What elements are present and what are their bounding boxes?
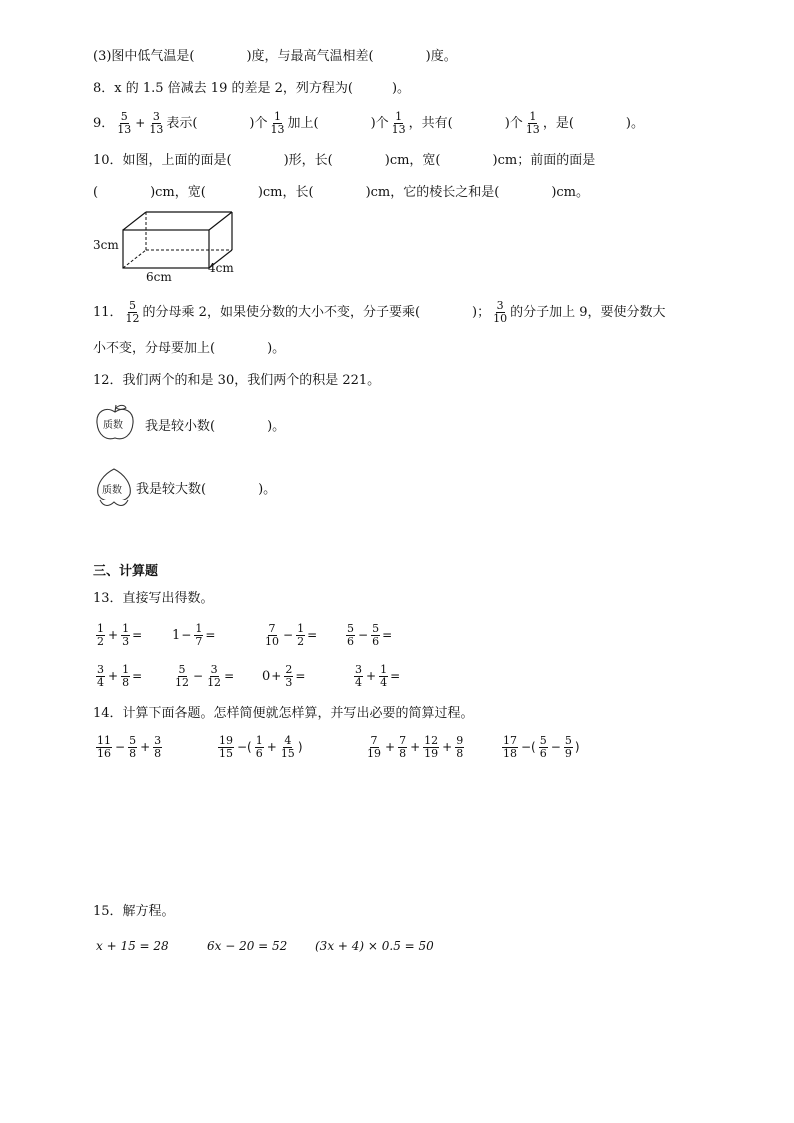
q13-expr-r2-1: $\frac{3}{4}$ + $\frac{1}{8}$ = [97,663,143,689]
q13-text: 13．直接写出得数。 [93,591,214,606]
q9-part-b: 加上( )个 [287,116,389,131]
q9-part-a: 表示( )个 [166,116,268,131]
apple-icon [94,403,136,443]
q9-frac-2: $\frac{3}{13}$ [149,110,164,136]
q13-expr-r1-1: $\frac{1}{2}$ + $\frac{1}{3}$ = [97,622,143,648]
apple-label: 质数 [103,420,123,431]
q15-equation-1: x + 15 = 28 [96,939,169,953]
peach-label: 质数 [102,485,122,496]
section-heading: 三、计算题 [93,564,159,579]
q11-text-2: 小不变，分母要加上( )。 [93,341,286,356]
q10-text-2: ( )cm，宽( )cm，长( )cm，它的棱长之和是( )cm。 [93,185,590,200]
q11-frac-2: $\frac{3}{10}$ [493,299,508,325]
cuboid-length-label: 6cm [146,270,172,284]
q13-expr-r1-4: $\frac{5}{6}$ − $\frac{5}{6}$ = [347,622,393,648]
q11-part-b: 的分子加上 9，要使分数大 [510,305,666,320]
q11-frac-1: $\frac{5}{12}$ [125,299,140,325]
q11-part-a: 的分母乘 2，如果使分数的大小不变，分子要乘( )； [142,305,491,320]
q9-number: 9． [93,116,115,131]
q14-expr-3: $\frac{7}{19}$ + $\frac{7}{8}$ + $\frac{12}{19}$ + $\frac{9}{8}$ [367,734,464,760]
q13-expr-r2-3: 0+ $\frac{2}{3}$ = [262,663,306,689]
q7-3-text: (3)图中低气温是( )度，与最高气温相差( )度。 [93,49,457,64]
q14-expr-2: $\frac{19}{15}$ −( $\frac{1}{6}$ + $\frac{4}{15}$ ) [219,734,303,760]
q14-expr-4: $\frac{17}{18}$ −( $\frac{5}{6}$ − $\frac{5}{9}$ ) [503,734,580,760]
peach-icon [94,466,134,508]
q14-text: 14．计算下面各题。怎样简便就怎样算，并写出必要的简算过程。 [93,706,474,721]
q12-big-text: 我是较大数( )。 [136,482,277,497]
cuboid-width-label: 4cm [208,261,234,275]
q9-part-c: ，共有( )个 [408,116,523,131]
q9-line [93,108,644,139]
q11-number: 11． [93,305,123,320]
q13-expr-r2-4: $\frac{3}{4}$ + $\frac{1}{4}$ = [355,663,401,689]
q15-text: 15．解方程。 [93,904,175,919]
cuboid-height-label: 3cm [93,238,119,252]
q13-expr-r1-3: $\frac{7}{10}$ − $\frac{1}{2}$ = [265,622,318,648]
q10-text: 10．如图，上面的面是( )形，长( )cm，宽( )cm；前面的面是 [93,153,596,168]
q8-text: 8．x 的 1.5 倍减去 19 的差是 2，列方程为( )。 [93,81,411,96]
q9-frac-1: $\frac{5}{13}$ [117,110,132,136]
q9-frac-5: $\frac{1}{13}$ [525,110,540,136]
q12-text: 12．我们两个的和是 30，我们两个的积是 221。 [93,373,381,388]
q13-expr-r1-2: 1− $\frac{1}{7}$ = [172,622,216,648]
q15-equation-3: (3x + 4) × 0.5 = 50 [315,939,434,953]
q9-part-d: ，是( )。 [542,116,644,131]
hidden-edge [123,250,146,268]
q14-expr-1: $\frac{11}{16}$ − $\frac{5}{8}$ + $\frac{3}{8}$ [97,734,162,760]
q9-frac-4: $\frac{1}{13}$ [391,110,406,136]
q15-equation-2: 6x − 20 = 52 [207,939,288,953]
plus-sign: + [135,116,146,130]
q13-expr-r2-2: $\frac{5}{12}$ − $\frac{3}{12}$ = [175,663,235,689]
cuboid-front-face [123,230,209,268]
q11-line [93,298,666,328]
q12-small-text: 我是较小数( )。 [145,419,286,434]
q9-frac-3: $\frac{1}{13}$ [270,110,285,136]
